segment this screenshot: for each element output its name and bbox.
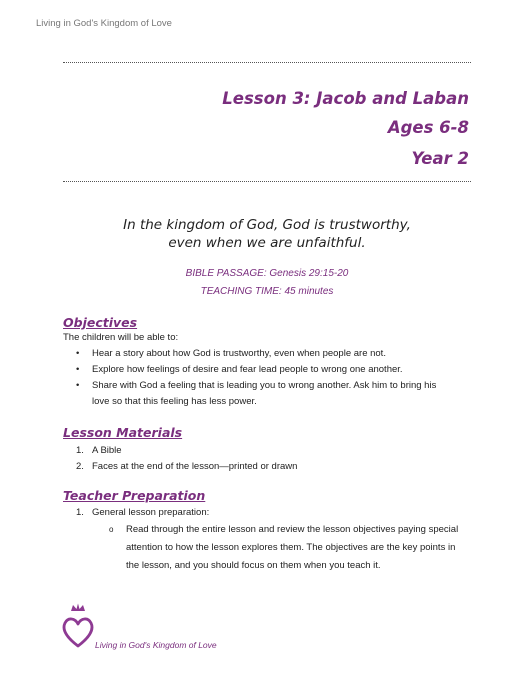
item-text: A Bible: [92, 445, 122, 456]
item-text: General lesson preparation:: [92, 507, 210, 518]
item-number: 2.: [76, 461, 84, 472]
item-number: 1.: [76, 445, 84, 456]
teaching-time: TEACHING TIME: 45 minutes: [200, 286, 334, 297]
item-number: 1.: [76, 507, 84, 518]
preparation-heading: Teacher Preparation: [63, 488, 206, 503]
top-divider: [63, 62, 471, 63]
list-item: • Hear a story about how God is trustworthy, even when people are not.: [63, 346, 471, 362]
preparation-list: [63, 505, 471, 521]
age-range: Ages 6-8: [387, 118, 469, 137]
heart-crown-logo-icon: [60, 602, 96, 652]
lesson-theme: [63, 216, 471, 252]
list-item: • Share with God a feeling that is leading you to wrong another. Ask him to bring his love so that this feeling has less power.: [63, 378, 471, 410]
list-item: o Read through the entire lesson and review the lesson objectives paying special attention to how the lesson explores them. The objectives are the key points in the lesson, and you should focus on them when you teach it.: [109, 521, 471, 575]
footer-title: Living in God's Kingdom of Love: [95, 640, 217, 650]
bottom-divider: [63, 181, 471, 182]
objectives-list: [63, 346, 471, 410]
year-label: Year 2: [411, 149, 469, 168]
materials-heading: Lesson Materials: [63, 425, 183, 440]
bible-passage: BIBLE PASSAGE: Genesis 29:15-20: [185, 268, 349, 279]
objectives-heading: Objectives: [63, 315, 138, 330]
item-text: Faces at the end of the lesson—printed or drawn: [92, 461, 298, 472]
lesson-title: Lesson 3: Jacob and Laban: [222, 89, 469, 108]
list-item: • Explore how feelings of desire and fear lead people to wrong one another.: [63, 362, 471, 378]
theme-line-1: In the kingdom of God, God is trustworthy,: [123, 217, 411, 233]
list-item: [63, 459, 471, 475]
running-header: Living in God's Kingdom of Love: [36, 18, 172, 29]
objectives-intro: The children will be able to:: [63, 332, 179, 343]
preparation-sublist: [109, 521, 471, 575]
theme-line-2: even when we are unfaithful.: [168, 235, 366, 251]
list-item: [63, 443, 471, 459]
list-item: [63, 505, 471, 521]
materials-list: [63, 443, 471, 475]
